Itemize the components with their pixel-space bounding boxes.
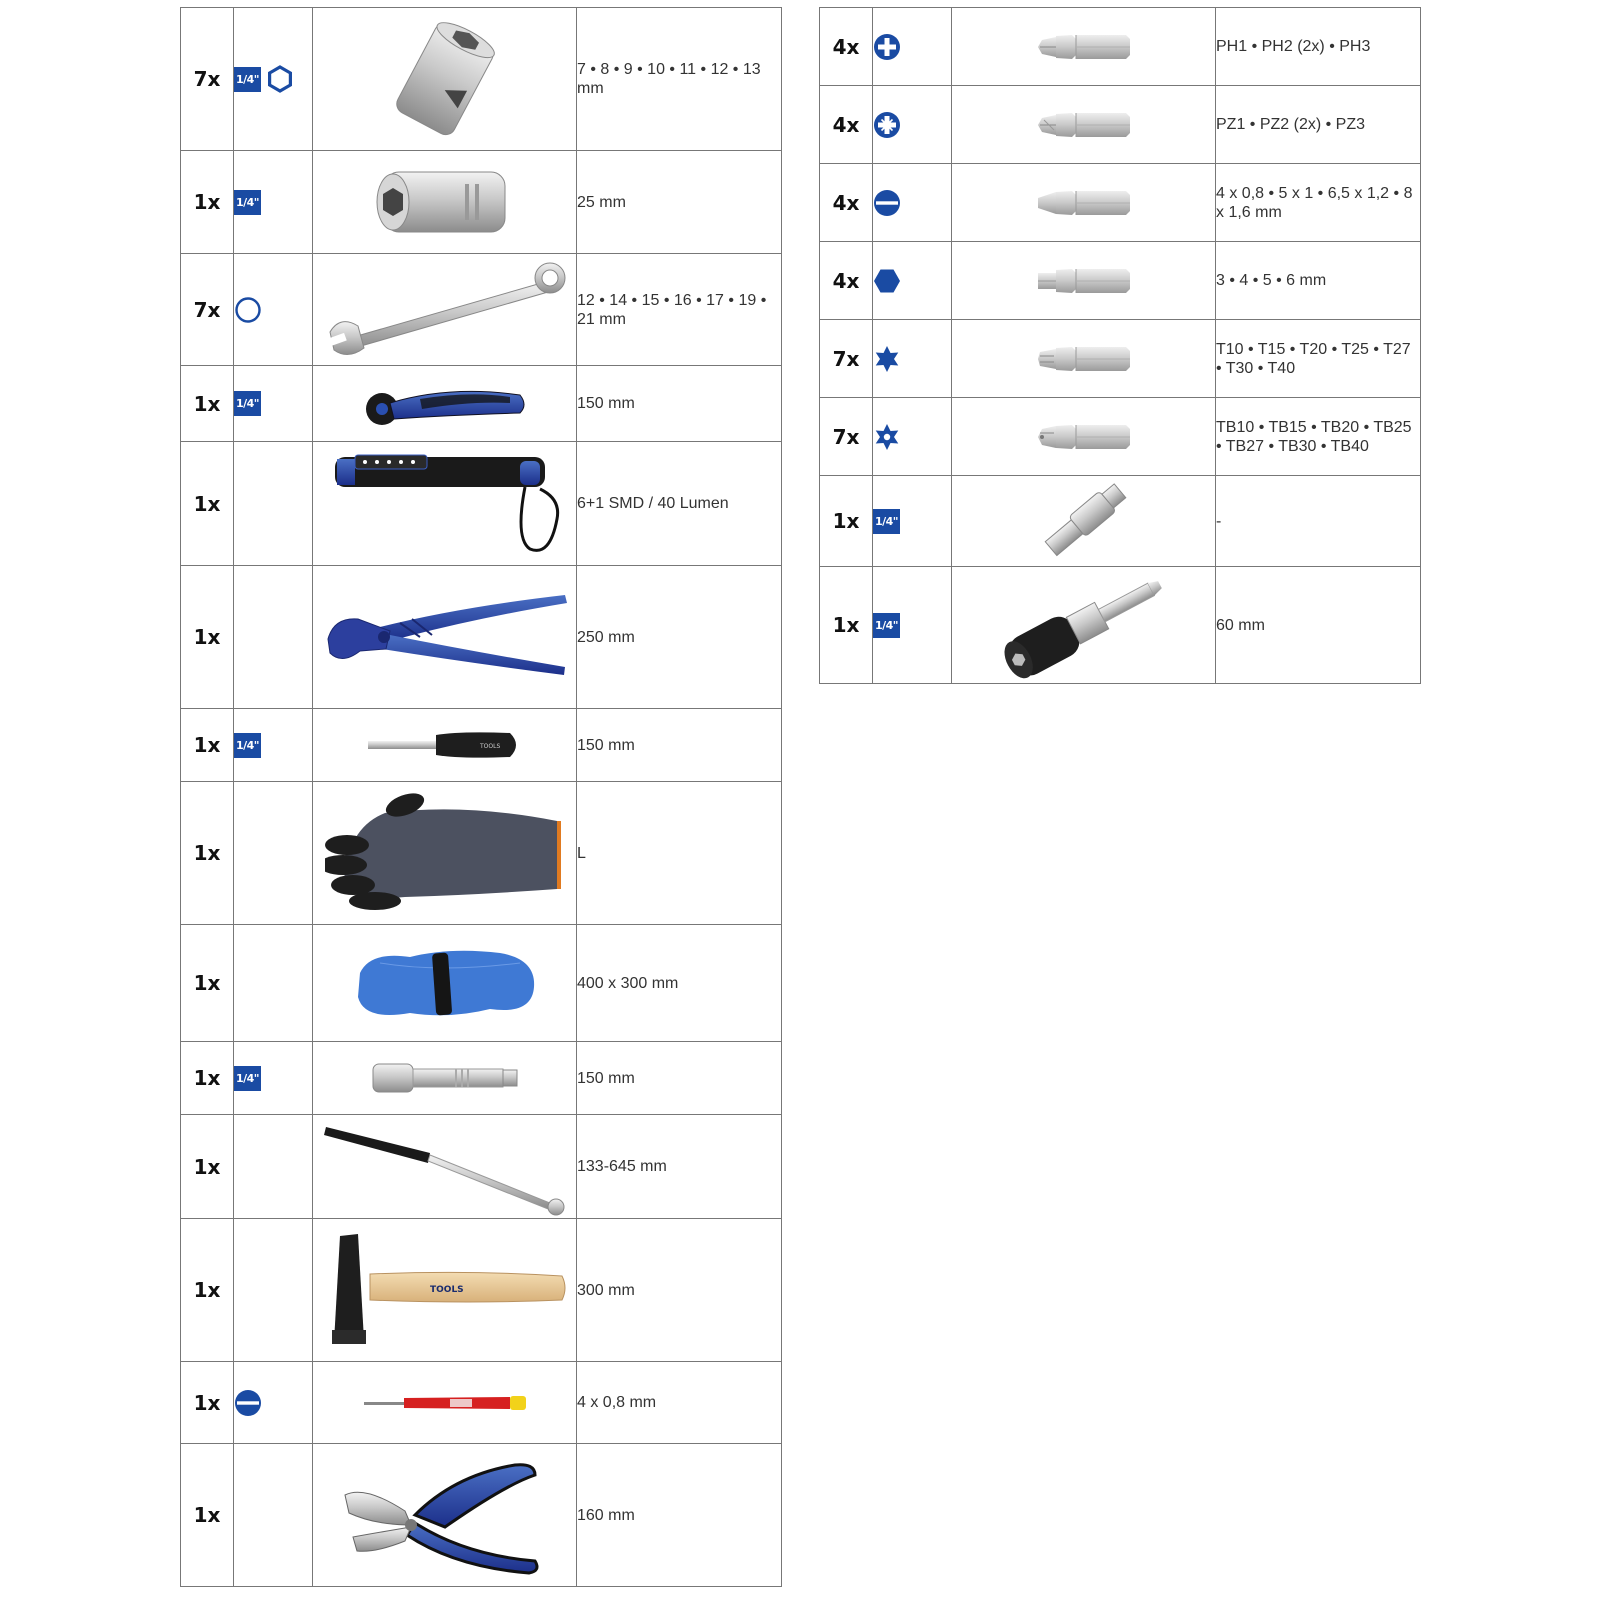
quantity-cell: 1x: [181, 566, 234, 709]
drive-size-badge: 1/4": [234, 1066, 261, 1091]
specification-cell: 150 mm: [577, 366, 782, 442]
symbol-cell: [234, 1042, 313, 1115]
table-row: [181, 709, 782, 782]
hex-solid-icon: [873, 272, 901, 289]
table-row: [820, 567, 1421, 684]
microfiber-cloth-image: [313, 925, 577, 1042]
quantity-cell: 7x: [181, 254, 234, 366]
quantity-cell: 1x: [181, 366, 234, 442]
slotted-icon: [873, 194, 901, 211]
specification-cell: 150 mm: [577, 709, 782, 782]
table-row: [820, 164, 1421, 242]
drive-size-badge: 1/4": [873, 613, 900, 638]
specification-cell: 150 mm: [577, 1042, 782, 1115]
symbol-cell: [873, 242, 952, 320]
symbol-cell: [234, 8, 313, 151]
bit-holder-image: [952, 567, 1216, 684]
bit-image: [952, 8, 1216, 86]
socket-image: [313, 8, 577, 151]
symbol-cell: [873, 398, 952, 476]
symbol-cell: [234, 1115, 313, 1219]
screwdriver-handle-image: [313, 709, 577, 782]
quantity-cell: 1x: [820, 476, 873, 567]
specification-cell: 3 • 4 • 5 • 6 mm: [1216, 242, 1421, 320]
specification-cell: -: [1216, 476, 1421, 567]
quantity-cell: 7x: [820, 320, 873, 398]
bit-image: [952, 398, 1216, 476]
table-row: [181, 782, 782, 925]
quantity-cell: 1x: [181, 925, 234, 1042]
svg-text:TOOLS: TOOLS: [479, 743, 500, 750]
symbol-cell: [873, 164, 952, 242]
quantity-cell: 7x: [181, 8, 234, 151]
drive-size-badge: 1/4": [234, 391, 261, 416]
specification-cell: 250 mm: [577, 566, 782, 709]
symbol-cell: [234, 254, 313, 366]
hex-outline-icon: [266, 70, 294, 87]
table-row: [181, 151, 782, 254]
svg-text:TOOLS: TOOLS: [429, 1285, 464, 1295]
quantity-cell: 1x: [181, 1444, 234, 1587]
symbol-cell: [234, 366, 313, 442]
quantity-cell: 4x: [820, 164, 873, 242]
quantity-cell: 4x: [820, 242, 873, 320]
quantity-cell: 1x: [181, 1115, 234, 1219]
quantity-cell: 7x: [820, 398, 873, 476]
symbol-cell: [873, 320, 952, 398]
table-row: [181, 1219, 782, 1362]
table-row: [181, 1362, 782, 1444]
symbol-cell: [234, 782, 313, 925]
quantity-cell: 4x: [820, 86, 873, 164]
table-row: [820, 86, 1421, 164]
quantity-cell: 1x: [181, 442, 234, 566]
symbol-cell: [234, 566, 313, 709]
pozidriv-icon: [873, 116, 901, 133]
voltage-tester-image: [313, 1362, 577, 1444]
specification-cell: PH1 • PH2 (2x) • PH3: [1216, 8, 1421, 86]
drive-size-badge: 1/4": [234, 733, 261, 758]
specification-cell: TB10 • TB15 • TB20 • TB25 • TB27 • TB30 • TB40: [1216, 398, 1421, 476]
drive-size-badge: 1/4": [234, 67, 261, 92]
symbol-cell: [234, 1219, 313, 1362]
specification-cell: 60 mm: [1216, 567, 1421, 684]
table-row: [181, 366, 782, 442]
symbol-cell: [873, 86, 952, 164]
left-contents-table: [180, 7, 782, 1587]
quantity-cell: 1x: [181, 1362, 234, 1444]
table-row: [181, 1444, 782, 1587]
ring-outline-icon: [234, 301, 262, 318]
specification-cell: 12 • 14 • 15 • 16 • 17 • 19 • 21 mm: [577, 254, 782, 366]
specification-cell: 4 x 0,8 mm: [577, 1362, 782, 1444]
symbol-cell: [234, 151, 313, 254]
table-row: [181, 1115, 782, 1219]
specification-cell: 4 x 0,8 • 5 x 1 • 6,5 x 1,2 • 8 x 1,6 mm: [1216, 164, 1421, 242]
symbol-cell: [234, 1362, 313, 1444]
drive-size-badge: 1/4": [873, 509, 900, 534]
table-row: [181, 1042, 782, 1115]
table-row: [820, 398, 1421, 476]
right-contents-table: [819, 7, 1421, 684]
torx-icon: [873, 350, 901, 367]
specification-cell: 300 mm: [577, 1219, 782, 1362]
specification-cell: 133-645 mm: [577, 1115, 782, 1219]
specification-cell: T10 • T15 • T20 • T25 • T27 • T30 • T40: [1216, 320, 1421, 398]
bit-adapter-socket-image: [313, 151, 577, 254]
quantity-cell: 1x: [181, 151, 234, 254]
symbol-cell: [873, 567, 952, 684]
ratchet-image: [313, 366, 577, 442]
symbol-cell: [234, 1444, 313, 1587]
symbol-cell: [234, 709, 313, 782]
table-row: [820, 242, 1421, 320]
torx-tamper-icon: [873, 428, 901, 445]
extension-bar-image: [313, 1042, 577, 1115]
quantity-cell: 1x: [181, 709, 234, 782]
table-row: [181, 442, 782, 566]
specification-cell: 7 • 8 • 9 • 10 • 11 • 12 • 13 mm: [577, 8, 782, 151]
bit-image: [952, 320, 1216, 398]
glove-image: [313, 782, 577, 925]
hammer-image: [313, 1219, 577, 1362]
combination-wrench-image: [313, 254, 577, 366]
specification-cell: 6+1 SMD / 40 Lumen: [577, 442, 782, 566]
quantity-cell: 4x: [820, 8, 873, 86]
bit-image: [952, 86, 1216, 164]
bit-adapter-image: [952, 476, 1216, 567]
specification-cell: 400 x 300 mm: [577, 925, 782, 1042]
specification-cell: PZ1 • PZ2 (2x) • PZ3: [1216, 86, 1421, 164]
specification-cell: L: [577, 782, 782, 925]
phillips-icon: [873, 38, 901, 55]
drive-size-badge: 1/4": [234, 190, 261, 215]
specification-cell: 25 mm: [577, 151, 782, 254]
quantity-cell: 1x: [181, 1219, 234, 1362]
telescopic-magnet-image: [313, 1115, 577, 1219]
quantity-cell: 1x: [820, 567, 873, 684]
table-row: [181, 566, 782, 709]
table-row: [181, 8, 782, 151]
symbol-cell: [873, 476, 952, 567]
work-light-image: [313, 442, 577, 566]
specification-cell: 160 mm: [577, 1444, 782, 1587]
table-row: [820, 320, 1421, 398]
table-row: [181, 925, 782, 1042]
bit-image: [952, 242, 1216, 320]
table-row: [820, 476, 1421, 567]
symbol-cell: [873, 8, 952, 86]
slotted-icon: [234, 1394, 262, 1411]
symbol-cell: [234, 925, 313, 1042]
side-cutter-image: [313, 1444, 577, 1587]
table-row: [820, 8, 1421, 86]
symbol-cell: [234, 442, 313, 566]
quantity-cell: 1x: [181, 782, 234, 925]
table-row: [181, 254, 782, 366]
bit-image: [952, 164, 1216, 242]
water-pump-pliers-image: [313, 566, 577, 709]
quantity-cell: 1x: [181, 1042, 234, 1115]
